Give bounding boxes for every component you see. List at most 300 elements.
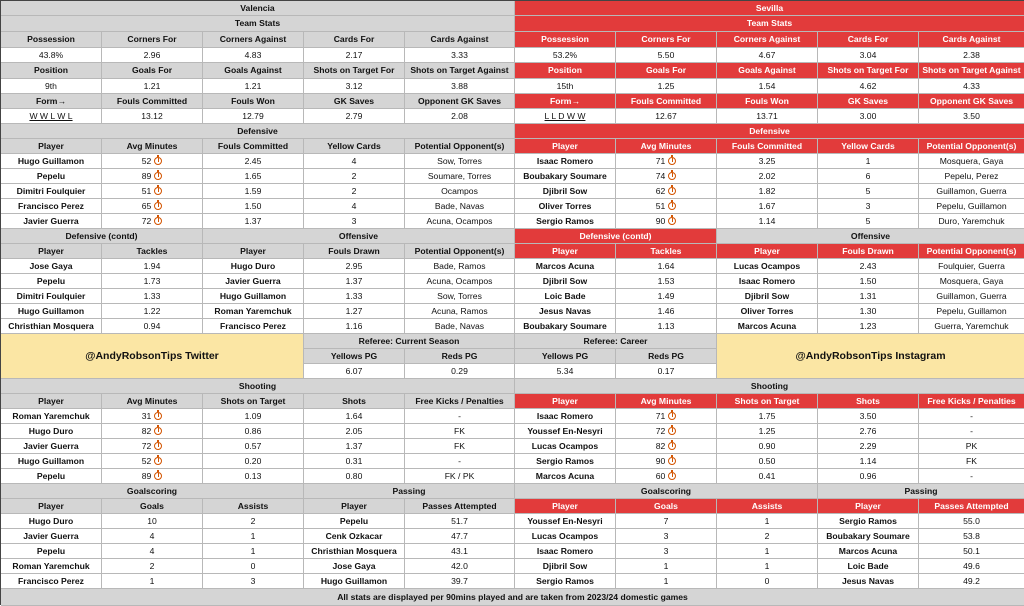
valencia-off-r1c1 xyxy=(304,274,405,289)
sevilla-stat-value-0-0 xyxy=(515,48,616,63)
sevilla-def-r3c2 xyxy=(717,199,818,214)
valencia-def-r2c4-text: Ocampos xyxy=(441,185,478,196)
valencia-stat-value-0-4-text: 3.33 xyxy=(451,49,468,60)
valencia-stat-label-2-2 xyxy=(203,94,304,109)
sevilla-goal-col-2-text: Assists xyxy=(751,500,783,511)
sevilla-shoot-r4c4-text: - xyxy=(970,470,973,481)
sevilla-shoot-r3c0-text: Sergio Ramos xyxy=(536,455,594,466)
sevilla-goal-col-1-text: Goals xyxy=(654,500,678,511)
stopwatch-icon xyxy=(668,457,676,465)
instagram-promo xyxy=(717,334,1024,379)
valencia-contd-r1c1 xyxy=(102,274,203,289)
valencia-off-r3c2 xyxy=(405,304,515,319)
sevilla-goal-col-0-text: Player xyxy=(552,500,578,511)
valencia-goal-col-0-text: Player xyxy=(38,500,64,511)
sevilla-off-r1c0-text: Isaac Romero xyxy=(738,275,796,286)
referee-season-value-0 xyxy=(304,364,405,379)
sevilla-shooting-header xyxy=(515,379,1024,394)
valencia-stat-label-0-0 xyxy=(1,32,102,48)
valencia-off-r2c1-text: 1.33 xyxy=(345,290,363,301)
referee-career-col-0-text: Yellows PG xyxy=(541,350,589,361)
sevilla-goal-col-0 xyxy=(515,499,616,514)
valencia-shoot-r0c1-text: 31 xyxy=(141,410,152,421)
valencia-contd-r0c1 xyxy=(102,259,203,274)
valencia-goal-r0c2 xyxy=(203,514,304,529)
valencia-shoot-r3c1-text: 52 xyxy=(141,455,152,466)
valencia-goal-r0c0-text: Hugo Duro xyxy=(28,515,74,526)
sevilla-goal-r3c0-text: Djibril Sow xyxy=(542,560,588,571)
valencia-title-text: Valencia xyxy=(240,2,275,13)
sevilla-def-r3c1 xyxy=(616,199,717,214)
valencia-off-r4c1 xyxy=(304,319,405,334)
sevilla-def-r0c2-text: 3.25 xyxy=(758,155,776,166)
valencia-def-r1c0-text: Pepelu xyxy=(36,170,66,181)
valencia-stat-value-2-3-text: 2.79 xyxy=(345,110,363,121)
sevilla-stat-value-2-1 xyxy=(616,109,717,124)
twitter-promo-text: @AndyRobsonTips Twitter xyxy=(85,349,219,362)
valencia-stat-label-2-3 xyxy=(304,94,405,109)
sevilla-goal-r4c0-text: Sergio Ramos xyxy=(536,575,594,586)
valencia-stat-label-1-1 xyxy=(102,63,203,79)
sevilla-def-r0c0 xyxy=(515,154,616,169)
sevilla-stat-label-0-1-text: Corners For xyxy=(641,34,691,45)
sevilla-def-r1c2 xyxy=(717,169,818,184)
valencia-off-r4c0 xyxy=(203,319,304,334)
valencia-shoot-col-2-text: Shots on Target xyxy=(220,395,286,406)
sevilla-shoot-r3c2-text: 0.50 xyxy=(758,455,776,466)
sevilla-off-col-1 xyxy=(818,244,919,259)
stopwatch-icon xyxy=(154,202,162,210)
sevilla-shooting-header-text: Shooting xyxy=(750,380,789,391)
valencia-shoot-r0c3 xyxy=(304,409,405,424)
sevilla-shoot-r1c2-text: 1.25 xyxy=(758,425,776,436)
valencia-contd-col-0-text: Player xyxy=(38,245,64,256)
valencia-shoot-r3c3-text: 0.31 xyxy=(345,455,363,466)
valencia-def-r1c1-text: 89 xyxy=(141,170,152,181)
valencia-stat-value-2-3 xyxy=(304,109,405,124)
valencia-contd-r2c1 xyxy=(102,289,203,304)
valencia-contd-r4c0-text: Christhian Mosquera xyxy=(8,320,94,331)
referee-season-value-1-text: 0.29 xyxy=(451,365,468,376)
sevilla-shoot-r1c3 xyxy=(818,424,919,439)
valencia-off-r1c1-text: 1.37 xyxy=(345,275,363,286)
valencia-goal-r2c0-text: Pepelu xyxy=(36,545,66,556)
valencia-def-r4c0-text: Javier Guerra xyxy=(23,215,79,226)
valencia-contd-r3c0-text: Hugo Guillamon xyxy=(17,305,85,316)
valencia-shoot-col-1-text: Avg Minutes xyxy=(126,395,178,406)
sevilla-off-r4c0-text: Marcos Acuna xyxy=(737,320,797,331)
valencia-def-r2c2 xyxy=(203,184,304,199)
valencia-pass-r1c1-text: 47.7 xyxy=(451,530,468,541)
sevilla-pass-r0c0 xyxy=(818,514,919,529)
sevilla-goal-col-1 xyxy=(616,499,717,514)
sevilla-def-r3c4 xyxy=(919,199,1024,214)
valencia-contd-r4c1-text: 0.94 xyxy=(143,320,161,331)
valencia-off-col-2-text: Potential Opponent(s) xyxy=(414,245,505,256)
sevilla-pass-col-0-text: Player xyxy=(855,500,881,511)
sevilla-stat-value-0-3-text: 3.04 xyxy=(859,49,877,60)
sevilla-shoot-r2c1-text: 82 xyxy=(655,440,666,451)
valencia-defensive-header-text: Defensive xyxy=(237,125,278,136)
valencia-goal-r1c0-text: Javier Guerra xyxy=(23,530,79,541)
sevilla-pass-r3c0 xyxy=(818,559,919,574)
valencia-shoot-col-4 xyxy=(405,394,515,409)
valencia-stat-value-2-1 xyxy=(102,109,203,124)
valencia-def-r0c1 xyxy=(102,154,203,169)
sevilla-stat-value-2-3 xyxy=(818,109,919,124)
sevilla-off-r1c1-text: 1.50 xyxy=(859,275,877,286)
sevilla-title xyxy=(515,1,1024,16)
valencia-shoot-r4c0-text: Pepelu xyxy=(36,470,66,481)
valencia-pass-r3c0 xyxy=(304,559,405,574)
valencia-def-r3c1 xyxy=(102,199,203,214)
valencia-contd-r0c0-text: Jose Gaya xyxy=(29,260,73,271)
valencia-shoot-r1c4-text: FK xyxy=(454,425,465,436)
valencia-stat-value-1-1-text: 1.21 xyxy=(143,80,161,91)
sevilla-shoot-r0c0 xyxy=(515,409,616,424)
valencia-stat-value-2-2 xyxy=(203,109,304,124)
valencia-goal-r2c2 xyxy=(203,544,304,559)
sevilla-shoot-col-2-text: Shots on Target xyxy=(734,395,800,406)
valencia-pass-r4c1-text: 39.7 xyxy=(451,575,468,586)
sevilla-stat-label-1-0 xyxy=(515,63,616,79)
valencia-shoot-r3c0-text: Hugo Guillamon xyxy=(17,455,85,466)
sevilla-shoot-r2c4-text: PK xyxy=(965,440,978,451)
sevilla-defcontd-header xyxy=(515,229,717,244)
valencia-shoot-r2c3 xyxy=(304,439,405,454)
sevilla-goal-r4c2 xyxy=(717,574,818,589)
valencia-contd-col-1 xyxy=(102,244,203,259)
sevilla-contd-r4c0-text: Boubakary Soumare xyxy=(523,320,607,331)
sevilla-def-r2c4 xyxy=(919,184,1024,199)
valencia-stat-label-0-4 xyxy=(405,32,515,48)
valencia-pass-r2c1 xyxy=(405,544,515,559)
sevilla-goal-r0c1-text: 7 xyxy=(663,515,669,526)
valencia-def-r0c0 xyxy=(1,154,102,169)
valencia-goal-r2c2-text: 1 xyxy=(250,545,256,556)
valencia-goal-r4c0 xyxy=(1,574,102,589)
valencia-goal-r3c1-text: 2 xyxy=(149,560,155,571)
sevilla-stat-label-1-3-text: Shots on Target For xyxy=(827,65,909,76)
footer-note xyxy=(1,589,1024,606)
valencia-pass-r0c0-text: Pepelu xyxy=(339,515,369,526)
valencia-off-r0c2-text: Bade, Ramos xyxy=(433,260,486,271)
valencia-contd-r3c0 xyxy=(1,304,102,319)
sevilla-shoot-r2c3 xyxy=(818,439,919,454)
valencia-contd-col-1-text: Tackles xyxy=(136,245,168,256)
sevilla-contd-r2c0-text: Loic Bade xyxy=(544,290,586,301)
sevilla-off-r2c2 xyxy=(919,289,1024,304)
sevilla-off-r4c2-text: Guerra, Yaremchuk xyxy=(934,320,1009,331)
valencia-stat-value-2-2-text: 12.79 xyxy=(242,110,264,121)
sevilla-off-col-0-text: Player xyxy=(754,245,780,256)
valencia-offensive-header xyxy=(203,229,515,244)
sevilla-goal-r4c2-text: 0 xyxy=(764,575,770,586)
sevilla-def-r0c3 xyxy=(818,154,919,169)
sevilla-def-col-2 xyxy=(717,139,818,154)
valencia-shoot-r4c3-text: 0.80 xyxy=(345,470,363,481)
sevilla-shoot-r2c2 xyxy=(717,439,818,454)
valencia-def-col-0 xyxy=(1,139,102,154)
valencia-goal-r0c2-text: 2 xyxy=(250,515,256,526)
valencia-pass-r1c0-text: Cenk Ozkacar xyxy=(325,530,383,541)
valencia-contd-r1c0-text: Pepelu xyxy=(36,275,66,286)
sevilla-shoot-r3c2 xyxy=(717,454,818,469)
sevilla-contd-r3c0 xyxy=(515,304,616,319)
sevilla-contd-r1c0 xyxy=(515,274,616,289)
valencia-passing-header-text: Passing xyxy=(392,485,426,496)
sevilla-def-r4c4 xyxy=(919,214,1024,229)
referee-career-value-1-text: 0.17 xyxy=(657,365,675,376)
sevilla-stat-label-1-1-text: Goals For xyxy=(645,65,687,76)
sevilla-def-r4c0 xyxy=(515,214,616,229)
valencia-pass-r1c1 xyxy=(405,529,515,544)
sevilla-shoot-r0c3-text: 3.50 xyxy=(859,410,877,421)
valencia-shoot-r1c1 xyxy=(102,424,203,439)
sevilla-off-r3c0-text: Oliver Torres xyxy=(740,305,794,316)
sevilla-stat-label-1-3 xyxy=(818,63,919,79)
sevilla-contd-r0c0 xyxy=(515,259,616,274)
sevilla-off-r1c2-text: Mosquera, Gaya xyxy=(939,275,1004,286)
sevilla-def-r4c3 xyxy=(818,214,919,229)
sevilla-shoot-r3c3-text: 1.14 xyxy=(859,455,877,466)
sevilla-stat-label-2-4-text: Opponent GK Saves xyxy=(929,95,1014,106)
stopwatch-icon xyxy=(154,457,162,465)
valencia-team-stats-header-text: Team Stats xyxy=(234,18,281,29)
stopwatch-icon xyxy=(668,442,676,450)
sevilla-shoot-r4c0-text: Marcos Acuna xyxy=(535,470,595,481)
sevilla-stat-value-1-3-text: 4.62 xyxy=(859,80,877,91)
sevilla-shoot-r1c1-text: 72 xyxy=(655,425,666,436)
sevilla-def-col-2-text: Fouls Committed xyxy=(731,140,803,151)
referee-career-col-1-text: Reds PG xyxy=(648,350,684,361)
valencia-goal-r1c0 xyxy=(1,529,102,544)
sevilla-goalscoring-header xyxy=(515,484,818,499)
sevilla-shoot-col-1-text: Avg Minutes xyxy=(640,395,692,406)
valencia-def-r4c3-text: 3 xyxy=(351,215,357,226)
sevilla-goal-r1c1 xyxy=(616,529,717,544)
sevilla-contd-r2c1-text: 1.49 xyxy=(657,290,675,301)
valencia-stat-value-0-3 xyxy=(304,48,405,63)
sevilla-shoot-r4c0 xyxy=(515,469,616,484)
valencia-shoot-r3c3 xyxy=(304,454,405,469)
referee-career-value-0 xyxy=(515,364,616,379)
sevilla-shoot-r1c2 xyxy=(717,424,818,439)
sevilla-goal-r1c0-text: Lucas Ocampos xyxy=(531,530,599,541)
valencia-def-r4c2-text: 1.37 xyxy=(244,215,262,226)
valencia-goal-r1c2 xyxy=(203,529,304,544)
sevilla-contd-r3c1 xyxy=(616,304,717,319)
valencia-goal-r4c1 xyxy=(102,574,203,589)
sevilla-pass-r0c0-text: Sergio Ramos xyxy=(839,515,897,526)
sevilla-def-r2c3 xyxy=(818,184,919,199)
valencia-def-r0c2 xyxy=(203,154,304,169)
sevilla-goal-r4c1-text: 1 xyxy=(663,575,669,586)
sevilla-stat-value-2-3-text: 3.00 xyxy=(859,110,877,121)
valencia-stat-label-1-1-text: Goals For xyxy=(131,65,173,76)
valencia-shoot-r1c0 xyxy=(1,424,102,439)
sevilla-shoot-r0c4 xyxy=(919,409,1024,424)
stopwatch-icon xyxy=(154,217,162,225)
referee-career-value-0-text: 5.34 xyxy=(556,365,574,376)
valencia-off-r3c0 xyxy=(203,304,304,319)
sevilla-def-col-1-text: Avg Minutes xyxy=(640,140,692,151)
valencia-goal-r4c2 xyxy=(203,574,304,589)
sevilla-defensive-header xyxy=(515,124,1024,139)
sevilla-goal-r2c1 xyxy=(616,544,717,559)
valencia-shoot-r2c2-text: 0.57 xyxy=(244,440,262,451)
sevilla-shoot-r4c3 xyxy=(818,469,919,484)
sevilla-goal-r1c2-text: 2 xyxy=(764,530,770,541)
sevilla-shoot-r2c0-text: Lucas Ocampos xyxy=(531,440,599,451)
valencia-contd-r0c0 xyxy=(1,259,102,274)
valencia-def-r0c4 xyxy=(405,154,515,169)
valencia-shoot-r1c2 xyxy=(203,424,304,439)
sevilla-stat-value-2-1-text: 12.67 xyxy=(655,110,677,121)
instagram-promo-text: @AndyRobsonTips Instagram xyxy=(795,349,946,362)
valencia-goal-r4c1-text: 1 xyxy=(149,575,155,586)
valencia-shoot-r4c1-text: 89 xyxy=(141,470,152,481)
valencia-goal-col-2 xyxy=(203,499,304,514)
sevilla-contd-col-0 xyxy=(515,244,616,259)
sevilla-defensive-header-text: Defensive xyxy=(749,125,790,136)
valencia-stat-label-2-1 xyxy=(102,94,203,109)
valencia-goalscoring-header-text: Goalscoring xyxy=(126,485,178,496)
sevilla-shoot-r2c0 xyxy=(515,439,616,454)
sevilla-def-r2c1-text: 62 xyxy=(655,185,666,196)
valencia-stat-value-1-1 xyxy=(102,79,203,94)
sevilla-def-r4c2-text: 1.14 xyxy=(758,215,776,226)
valencia-stat-value-1-0 xyxy=(1,79,102,94)
sevilla-off-col-1-text: Fouls Drawn xyxy=(842,245,894,256)
sevilla-goalscoring-header-text: Goalscoring xyxy=(640,485,692,496)
sevilla-def-col-3 xyxy=(818,139,919,154)
valencia-contd-r2c1-text: 1.33 xyxy=(143,290,161,301)
valencia-contd-r3c1 xyxy=(102,304,203,319)
valencia-def-r2c1 xyxy=(102,184,203,199)
valencia-def-r3c1-text: 65 xyxy=(141,200,152,211)
sevilla-stat-value-1-4 xyxy=(919,79,1024,94)
sevilla-shoot-r3c3 xyxy=(818,454,919,469)
valencia-pass-r0c0 xyxy=(304,514,405,529)
valencia-shoot-r0c4 xyxy=(405,409,515,424)
sevilla-off-r2c2-text: Guillamon, Guerra xyxy=(936,290,1007,301)
valencia-def-r2c4 xyxy=(405,184,515,199)
valencia-stat-value-1-2-text: 1.21 xyxy=(244,80,262,91)
sevilla-team-stats-header xyxy=(515,16,1024,32)
sevilla-stat-label-1-4 xyxy=(919,63,1024,79)
sevilla-shoot-col-0-text: Player xyxy=(552,395,578,406)
valencia-def-col-4 xyxy=(405,139,515,154)
valencia-shoot-r2c1 xyxy=(102,439,203,454)
sevilla-goal-r0c2-text: 1 xyxy=(764,515,770,526)
sevilla-goal-r2c0 xyxy=(515,544,616,559)
valencia-pass-r4c0 xyxy=(304,574,405,589)
sevilla-stat-value-0-1 xyxy=(616,48,717,63)
sevilla-goal-r3c0 xyxy=(515,559,616,574)
valencia-goal-col-1 xyxy=(102,499,203,514)
stopwatch-icon xyxy=(154,472,162,480)
valencia-goal-r0c1-text: 10 xyxy=(147,515,157,526)
sevilla-goal-r2c2-text: 1 xyxy=(764,545,770,556)
valencia-shooting-header xyxy=(1,379,515,394)
sevilla-shoot-r1c1 xyxy=(616,424,717,439)
valencia-def-r4c1 xyxy=(102,214,203,229)
valencia-pass-r0c1 xyxy=(405,514,515,529)
sevilla-pass-r3c1-text: 49.6 xyxy=(963,560,980,571)
valencia-off-r2c0 xyxy=(203,289,304,304)
valencia-shoot-r4c4-text: FK / PK xyxy=(444,470,475,481)
sevilla-stat-label-2-2 xyxy=(717,94,818,109)
valencia-def-col-2-text: Fouls Committed xyxy=(217,140,289,151)
sevilla-def-r2c0-text: Djibril Sow xyxy=(542,185,588,196)
stopwatch-icon xyxy=(668,157,676,165)
valencia-stat-label-1-2-text: Goals Against xyxy=(224,65,282,76)
referee-season-col-0-text: Yellows PG xyxy=(330,350,378,361)
sevilla-stat-label-0-0-text: Possession xyxy=(541,34,589,45)
stopwatch-icon xyxy=(668,472,676,480)
valencia-pass-r4c0-text: Hugo Guillamon xyxy=(320,575,388,586)
valencia-pass-col-1 xyxy=(405,499,515,514)
valencia-goal-r4c0-text: Francisco Perez xyxy=(18,575,84,586)
valencia-stat-value-1-2 xyxy=(203,79,304,94)
valencia-def-r0c2-text: 2.45 xyxy=(244,155,262,166)
sevilla-def-r2c2-text: 1.82 xyxy=(758,185,776,196)
valencia-shoot-col-2 xyxy=(203,394,304,409)
valencia-contd-r2c0-text: Dimitri Foulquier xyxy=(16,290,86,301)
sevilla-offensive-header-text: Offensive xyxy=(850,230,891,241)
valencia-def-r3c0-text: Francisco Perez xyxy=(18,200,84,211)
valencia-goal-col-1-text: Goals xyxy=(140,500,164,511)
referee-season-value-0-text: 6.07 xyxy=(345,365,363,376)
sevilla-off-col-2-text: Potential Opponent(s) xyxy=(926,245,1017,256)
referee-season-col-1 xyxy=(405,349,515,364)
valencia-shoot-r2c0 xyxy=(1,439,102,454)
valencia-shoot-r2c4-text: FK xyxy=(454,440,465,451)
valencia-goal-r1c1-text: 4 xyxy=(149,530,155,541)
sevilla-off-r4c1-text: 1.23 xyxy=(859,320,877,331)
valencia-off-col-1-text: Fouls Drawn xyxy=(328,245,380,256)
valencia-stat-label-1-0-text: Position xyxy=(34,65,68,76)
valencia-shoot-r2c3-text: 1.37 xyxy=(345,440,363,451)
sevilla-shoot-col-3 xyxy=(818,394,919,409)
valencia-off-r3c0-text: Roman Yaremchuk xyxy=(214,305,292,316)
sevilla-pass-r2c0 xyxy=(818,544,919,559)
sevilla-off-r3c2-text: Pepelu, Guillamon xyxy=(936,305,1007,316)
sevilla-def-r3c3 xyxy=(818,199,919,214)
sevilla-stat-label-2-4 xyxy=(919,94,1024,109)
sevilla-shoot-r3c1-text: 90 xyxy=(655,455,666,466)
valencia-stat-label-2-2-text: Fouls Won xyxy=(231,95,275,106)
sevilla-def-r0c4-text: Mosquera, Gaya xyxy=(939,155,1004,166)
sevilla-def-col-3-text: Yellow Cards xyxy=(841,140,895,151)
sevilla-off-r2c1 xyxy=(818,289,919,304)
sevilla-goal-r1c1-text: 3 xyxy=(663,530,669,541)
sevilla-stat-label-2-1 xyxy=(616,94,717,109)
valencia-team-stats-header xyxy=(1,16,515,32)
valencia-off-r2c0-text: Hugo Guillamon xyxy=(219,290,287,301)
sevilla-off-r0c1-text: 2.43 xyxy=(859,260,877,271)
valencia-shoot-r2c1-text: 72 xyxy=(141,440,152,451)
valencia-shoot-r0c0-text: Roman Yaremchuk xyxy=(12,410,90,421)
valencia-stat-value-2-0-text: W W L W L xyxy=(29,110,73,121)
valencia-shoot-r2c2 xyxy=(203,439,304,454)
sevilla-stat-value-1-0-text: 15th xyxy=(556,80,574,91)
sevilla-shoot-col-4 xyxy=(919,394,1024,409)
valencia-off-r0c0-text: Hugo Duro xyxy=(230,260,276,271)
sevilla-def-col-1 xyxy=(616,139,717,154)
valencia-shoot-r0c0 xyxy=(1,409,102,424)
